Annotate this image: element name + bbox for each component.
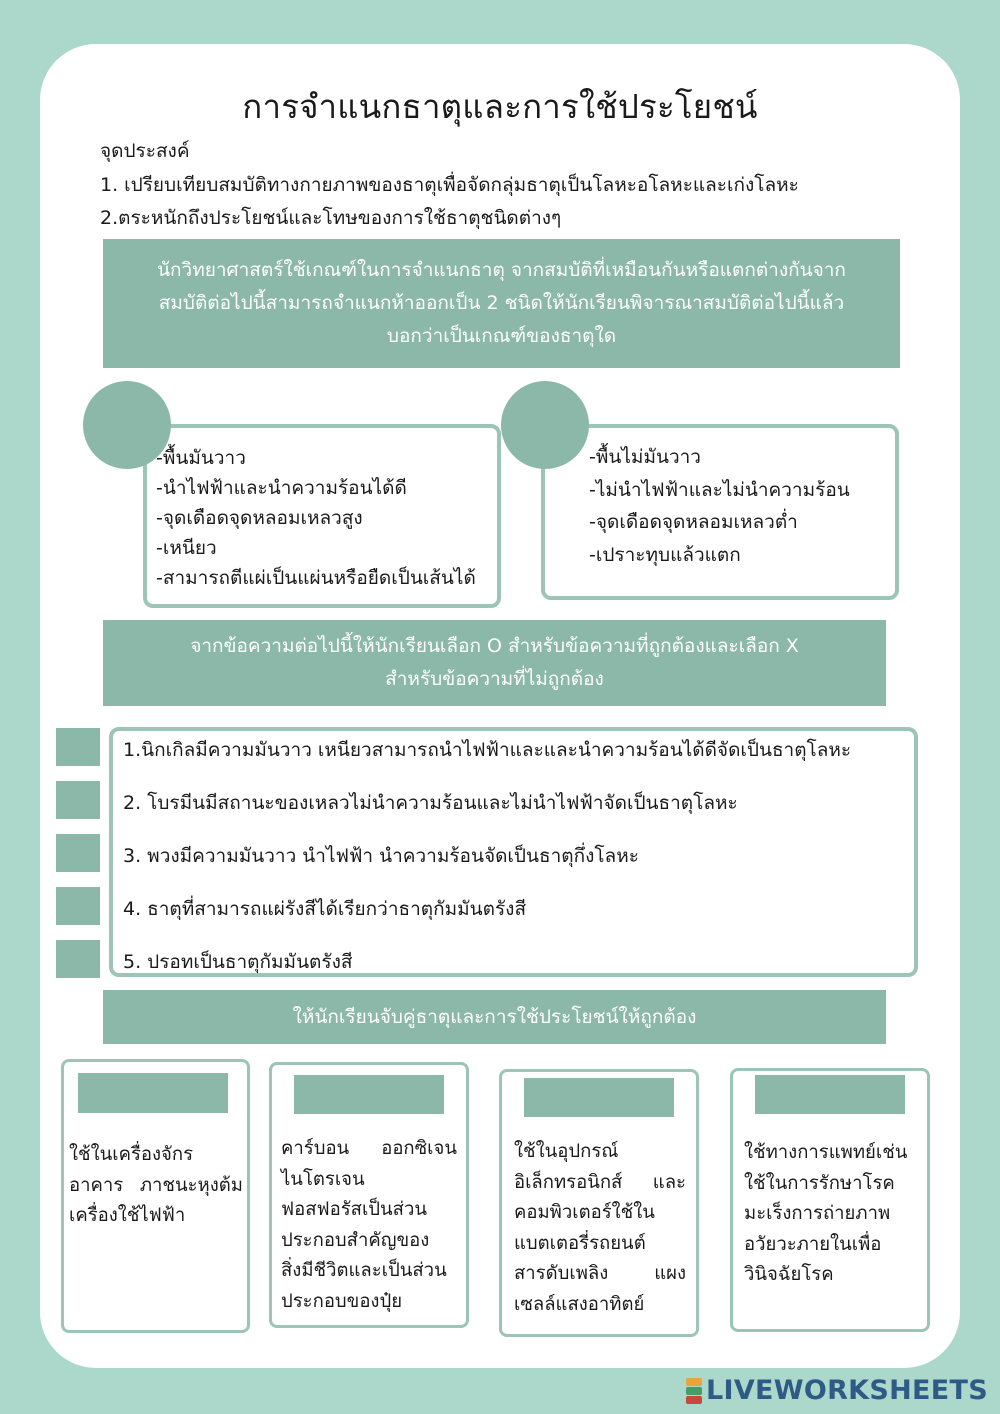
statement-3: 3. พวงมีความมันวาว นำไฟฟ้า นำความร้อนจัดเป็นธาตุกึ่งโลหะ xyxy=(123,845,639,867)
use-text-3: ใช้ในอุปกรณ์ อิเล็กทรอนิกส์ และ คอมพิวเตอร์ใช้ใน แบตเตอรี่รถยนต์ สารดับเพลิง แผง เซลล์แสงอาทิตย์ xyxy=(514,1141,686,1315)
page-title: การจำแนกธาตุและการใช้ประโยชน์ xyxy=(242,87,758,126)
intro-banner xyxy=(103,239,900,368)
intro-line: บอกว่าเป็นเกณฑ์ของธาตุใด xyxy=(386,325,617,347)
property-item: -จุดเดือดจุดหลอมเหลวต่ำ xyxy=(589,511,798,533)
objective-1: 1. เปรียบเทียบสมบัติทางกายภาพของธาตุเพื่อจัดกลุ่มธาตุเป็นโลหะอโลหะและเก่งโลหะ xyxy=(100,174,799,196)
answer-blank-1[interactable] xyxy=(78,1073,228,1113)
statement-5: 5. ปรอทเป็นธาตุกัมมันตรังสี xyxy=(123,951,353,973)
instruction-line: จากข้อความต่อไปนี้ให้นักเรียนเลือก O สำหรับข้อความที่ถูกต้องและเลือก X xyxy=(190,635,799,657)
answer-box-1[interactable] xyxy=(56,728,100,766)
property-item: -เปราะทุบแล้วแตก xyxy=(589,543,741,566)
property-item: -นำไฟฟ้าและนำความร้อนได้ดี xyxy=(156,477,407,499)
property-item: -จุดเดือดจุดหลอมเหลวสูง xyxy=(156,507,363,529)
objectives-heading: จุดประสงค์ xyxy=(100,140,190,162)
truefalse-instructions xyxy=(103,620,886,706)
property-list-1 xyxy=(156,443,476,593)
use-text-1: ใช้ในเครื่องจักร อาคาร ภาชนะหุงต้ม เครื่องใช้ไฟฟ้า xyxy=(69,1144,243,1226)
instruction-line: สำหรับข้อความที่ไม่ถูกต้อง xyxy=(385,668,604,690)
liveworksheets-logo xyxy=(686,1375,988,1406)
matching-instruction: ให้นักเรียนจับคู่ธาตุและการใช้ประโยชน์ให้ถูกต้อง xyxy=(103,990,886,1044)
statement-2: 2. โบรมีนมีสถานะของเหลวไม่นำความร้อนและไม่นำไฟฟ้าจัดเป็นธาตุโลหะ xyxy=(123,792,738,814)
intro-line: สมบัติต่อไปนี้สามารถจำแนกห้าออกเป็น 2 ชนิดให้นักเรียนพิจารณาสมบัติต่อไปนี้แล้ว xyxy=(158,292,845,314)
property-item: -สามารถตีแผ่เป็นแผ่นหรือยืดเป็นเส้นได้ xyxy=(156,567,476,589)
answer-box-3[interactable] xyxy=(56,834,100,872)
answer-box-4[interactable] xyxy=(56,887,100,925)
property-item: -พื้นไม่มันวาว xyxy=(589,446,701,468)
answer-box-5[interactable] xyxy=(56,940,100,978)
use-text-2: คาร์บอน ออกซิเจน ไนโตรเจน ฟอสฟอรัสเป็นส่วน ประกอบสำคัญของ สิ่งมีชีวิตและเป็นส่วน ประกอบของปุ๋ย xyxy=(281,1138,457,1312)
answer-blank-2[interactable] xyxy=(294,1075,444,1114)
statement-4: 4. ธาตุที่สามารถแผ่รังสีได้เรียกว่าธาตุกัมมันตรังสี xyxy=(123,898,527,920)
statement-1: 1.นิกเกิลมีความมันวาว เหนียวสามารถนำไฟฟ้าและและนำความร้อนได้ดีจัดเป็นธาตุโลหะ xyxy=(123,739,852,761)
use-text-4: ใช้ทางการแพทย์เช่น ใช้ในการรักษาโรค มะเร็งการถ่ายภาพ อวัยวะภายในเพื่อ วินิจฉัยโรค xyxy=(744,1142,908,1285)
property-item: -พื้นมันวาว xyxy=(156,447,246,469)
answer-blank-3[interactable] xyxy=(524,1078,674,1117)
answer-box-2[interactable] xyxy=(56,781,100,819)
logo-icon xyxy=(686,1378,702,1404)
answer-blank-4[interactable] xyxy=(755,1075,905,1114)
objective-2: 2.ตระหนักถึงประโยชน์และโทษของการใช้ธาตุชนิดต่างๆ xyxy=(100,207,562,229)
logo-text: LIVEWORKSHEETS xyxy=(705,1375,988,1406)
intro-line: นักวิทยาศาสตร์ใช้เกณฑ์ในการจำแนกธาตุ จากสมบัติที่เหมือนกันหรือแตกต่างกันจาก xyxy=(157,259,846,281)
property-list-2 xyxy=(589,441,850,571)
answer-circle-2[interactable] xyxy=(501,381,589,469)
property-item: -ไม่นำไฟฟ้าและไม่นำความร้อน xyxy=(589,478,850,501)
property-item: -เหนียว xyxy=(156,537,217,559)
